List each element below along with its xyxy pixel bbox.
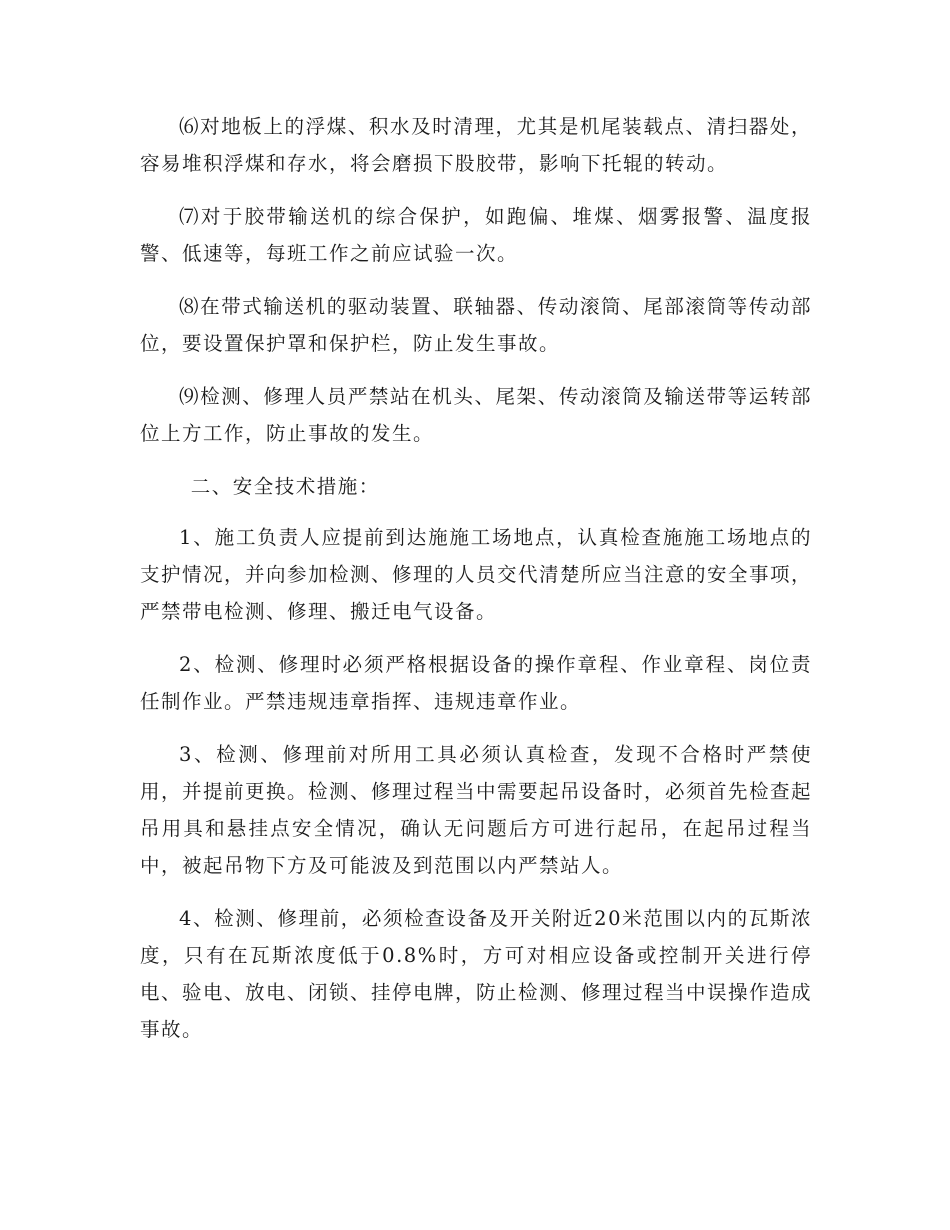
paragraph-measure-3: 3、检测、修理前对所用工具必须认真检查，发现不合格时严禁使用，并提前更换。检测、修理过程当中需要起吊设备时，必须首先检查起吊用具和悬挂点安全情况，确认无问题后方可进行起吊，在起吊过程当中，被起吊物下方及可能波及到范围以内严禁站人。 [140, 743, 813, 877]
paragraph-item-8: ⑻在带式输送机的驱动装置、联轴器、传动滚筒、尾部滚筒等传动部位，要设置保护罩和保护栏，防止发生事故。 [140, 295, 812, 355]
paragraph-item-7: ⑺对于胶带输送机的综合保护，如跑偏、堆煤、烟雾报警、温度报警、低速等，每班工作之前应试验一次。 [140, 205, 812, 265]
paragraph-measure-4: 4、检测、修理前，必须检查设备及开关附近20米范围以内的瓦斯浓度，只有在瓦斯浓度低于0.8%时，方可对相应设备或控制开关进行停电、验电、放电、闭锁、挂停电牌，防止检测、修理过程当中误操作造成事故。 [140, 907, 813, 1041]
section-heading-safety-measures: 二、安全技术措施： [190, 475, 380, 498]
paragraph-item-6: ⑹对地板上的浮煤、积水及时清理，尤其是机尾装载点、清扫器处，容易堆积浮煤和存水，将会磨损下股胶带，影响下托辊的转动。 [140, 115, 812, 175]
paragraph-item-9: ⑼检测、修理人员严禁站在机头、尾架、传动滚筒及输送带等运转部位上方工作，防止事故的发生。 [140, 385, 812, 445]
document-page [140, 108, 812, 1064]
paragraph-measure-1: 1、施工负责人应提前到达施施工场地点，认真检查施施工场地点的支护情况，并向参加检测、修理的人员交代清楚所应当注意的安全事项，严禁带电检测、修理、搬迁电气设备。 [140, 526, 813, 623]
paragraph-measure-2: 2、检测、修理时必须严格根据设备的操作章程、作业章程、岗位责任制作业。严禁违规违章指挥、违规违章作业。 [140, 653, 812, 713]
